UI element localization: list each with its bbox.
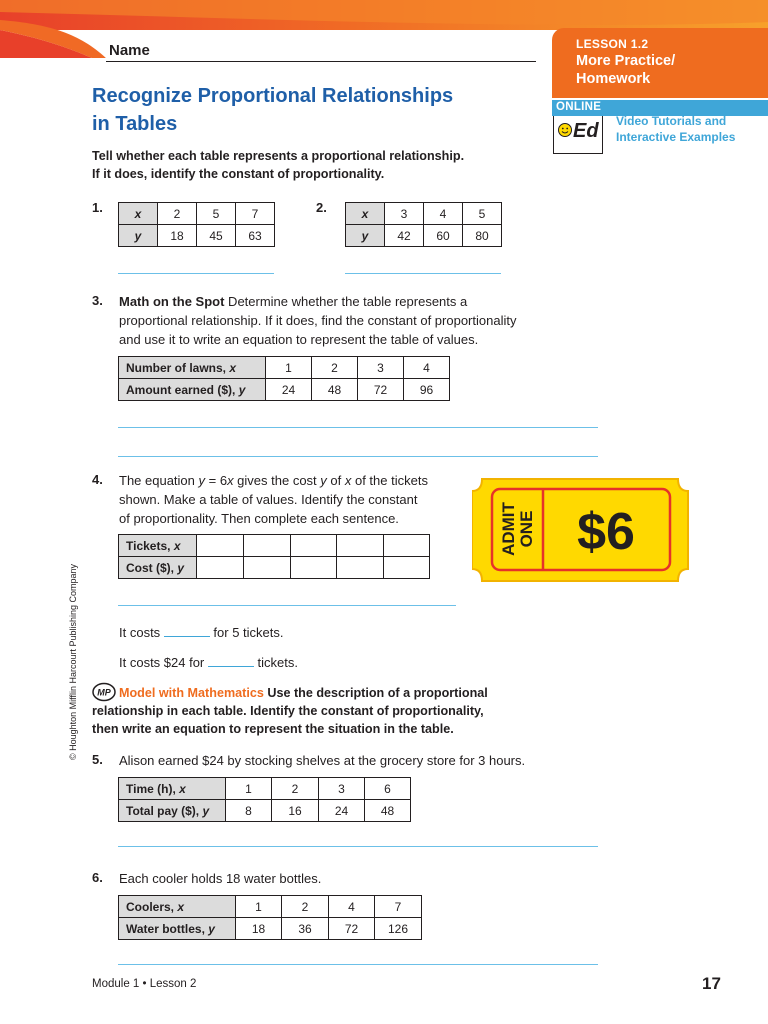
problem3-table: [118, 356, 450, 401]
row-label-var: x: [177, 899, 185, 914]
model-section-line1: [92, 684, 562, 702]
table-cell: 72: [329, 918, 375, 940]
page-title: [92, 82, 453, 138]
instructions-line2: If it does, identify the constant of proportionality.: [92, 167, 385, 181]
problem4-text-part: gives the cost: [233, 473, 321, 488]
fill-in-blank[interactable]: [208, 655, 254, 667]
row-label-text: Total pay ($),: [126, 803, 203, 818]
problem-number: 3.: [92, 293, 103, 308]
lesson-title: [576, 52, 675, 88]
row-label-text: Water bottles,: [126, 921, 209, 936]
footer-module-lesson: Module 1 • Lesson 2: [92, 978, 197, 990]
table-cell: 7: [375, 896, 422, 918]
table-cell: 6: [365, 778, 411, 800]
lesson-number: LESSON 1.2: [576, 37, 649, 51]
row-label-text: Amount earned ($),: [126, 382, 239, 397]
table-cell: 3: [319, 778, 365, 800]
online-resources-link[interactable]: [616, 113, 735, 145]
fill-in-blank[interactable]: [164, 625, 210, 637]
online-label: ONLINE: [556, 101, 602, 113]
row-label: y: [119, 225, 158, 247]
row-label-text: Coolers,: [126, 899, 178, 914]
table-cell: 126: [375, 918, 422, 940]
problem3-line2: proportional relationship. If it does, find the constant of proportionality: [119, 313, 517, 328]
table-cell: 5: [463, 203, 502, 225]
row-label: [119, 778, 226, 800]
ticket-one-text: ONE: [517, 510, 536, 548]
problem4-line3: of proportionality. Then complete each sentence.: [119, 511, 399, 526]
table-cell-empty[interactable]: [244, 535, 291, 557]
answer-line[interactable]: [118, 273, 274, 274]
page-title-line2: in Tables: [92, 113, 178, 135]
row-label: [119, 557, 197, 579]
answer-line[interactable]: [118, 427, 598, 428]
table-cell: 4: [404, 357, 450, 379]
problem5-table: [118, 777, 411, 822]
answer-line[interactable]: [118, 964, 598, 965]
answer-line[interactable]: [118, 605, 456, 606]
model-with-mathematics-heading: Model with Mathematics: [119, 686, 264, 700]
problem1-table: [118, 202, 275, 247]
table-cell: 3: [358, 357, 404, 379]
table-cell: 1: [266, 357, 312, 379]
table-cell: 4: [424, 203, 463, 225]
table-cell: 5: [197, 203, 236, 225]
row-label-text: Tickets,: [126, 538, 174, 553]
copyright-notice: © Houghton Mifflin Harcourt Publishing Company: [68, 563, 78, 760]
table-cell-empty[interactable]: [337, 557, 384, 579]
row-label: [119, 535, 197, 557]
problem6-text: Each cooler holds 18 water bottles.: [119, 871, 322, 886]
row-label-var: y: [177, 560, 185, 575]
instructions-line1: Tell whether each table represents a proportional relationship.: [92, 149, 465, 163]
table-cell: 60: [424, 225, 463, 247]
row-label-var: x: [173, 538, 181, 553]
table-cell: 36: [282, 918, 329, 940]
instructions: [92, 147, 464, 183]
problem4-sentence2: [119, 653, 298, 672]
smiley-icon: [557, 122, 573, 138]
table-cell: 2: [158, 203, 197, 225]
problem-number: 2.: [316, 200, 327, 215]
row-label-text: Number of lawns,: [126, 360, 230, 375]
problem-number: 5.: [92, 752, 103, 767]
mp-badge-text: MP: [97, 687, 111, 698]
table-row: [119, 896, 422, 918]
table-cell-empty[interactable]: [244, 557, 291, 579]
row-label: [119, 800, 226, 822]
row-label-var: y: [202, 803, 210, 818]
problem4-var: x: [227, 473, 234, 488]
table-cell: 2: [312, 357, 358, 379]
table-cell: 8: [226, 800, 272, 822]
page-title-line1: Recognize Proportional Relationships: [92, 85, 454, 107]
table-cell-empty[interactable]: [197, 535, 244, 557]
row-label-var: x: [229, 360, 237, 375]
table-cell: 2: [272, 778, 319, 800]
table-cell: 80: [463, 225, 502, 247]
table-cell: 7: [236, 203, 275, 225]
problem3-text-part: Determine whether the table represents a: [224, 294, 468, 309]
lesson-title-line2: Homework: [576, 71, 651, 87]
table-cell: 3: [385, 203, 424, 225]
problem4-text: [119, 471, 459, 528]
row-label: x: [119, 203, 158, 225]
problem4-table: [118, 534, 430, 579]
problem5-text: Alison earned $24 by stocking shelves at the grocery store for 3 hours.: [119, 753, 526, 768]
problem-number: 6.: [92, 870, 103, 885]
table-cell: 48: [312, 379, 358, 401]
table-cell: 42: [385, 225, 424, 247]
model-section-line3: then write an equation to represent the situation in the table.: [92, 722, 454, 736]
row-label: y: [346, 225, 385, 247]
answer-line[interactable]: [345, 273, 501, 274]
problem4-var: x: [344, 473, 352, 488]
problem4-var: y: [198, 473, 206, 488]
table-row: [346, 203, 502, 225]
problem4-line2: shown. Make a table of values. Identify the constant: [119, 492, 418, 507]
row-label-text: Time (h),: [126, 781, 180, 796]
name-input-line[interactable]: [106, 61, 536, 62]
table-row: [119, 557, 430, 579]
problem4-var: y: [320, 473, 327, 488]
ed-logo-text: Ed: [573, 120, 599, 142]
model-section-text-part: Use the description of a proportional: [263, 686, 488, 700]
problem4-sentence1: [119, 623, 284, 642]
table-row: [346, 225, 502, 247]
table-cell: 1: [226, 778, 272, 800]
problem-number: 1.: [92, 200, 103, 215]
table-cell: 24: [319, 800, 365, 822]
admit-one-ticket: [472, 473, 692, 588]
sentence-text: It costs: [119, 625, 164, 640]
problem4-text-part: of the tickets: [351, 473, 428, 488]
ticket-price: $6: [577, 503, 635, 561]
ticket-admit-text: ADMIT: [499, 502, 518, 556]
table-row: [119, 203, 275, 225]
sentence-text: It costs $24 for: [119, 655, 208, 670]
table-row: [119, 379, 450, 401]
row-label-var: y: [238, 382, 246, 397]
table-cell: 72: [358, 379, 404, 401]
lesson-title-line1: More Practice/: [576, 53, 676, 69]
page-number: 17: [702, 974, 721, 993]
table-row: [119, 778, 411, 800]
table-cell: 2: [282, 896, 329, 918]
table-cell: 4: [329, 896, 375, 918]
problem3-line1: [119, 292, 599, 311]
problem-number: 4.: [92, 472, 103, 487]
sentence-text: for 5 tickets.: [209, 625, 284, 640]
table-cell-empty[interactable]: [291, 535, 337, 557]
table-cell-empty[interactable]: [384, 557, 430, 579]
problem4-text-part: The equation: [119, 473, 199, 488]
table-cell: 48: [365, 800, 411, 822]
problem3-text: [119, 292, 599, 349]
table-cell: 1: [236, 896, 282, 918]
row-label: [119, 896, 236, 918]
sentence-text: tickets.: [253, 655, 298, 670]
problem4-text-part: of: [326, 473, 345, 488]
answer-line[interactable]: [118, 846, 598, 847]
problem4-text-part: = 6: [205, 473, 228, 488]
online-link-line1: Video Tutorials and: [616, 114, 727, 128]
row-label-text: Cost ($),: [126, 560, 178, 575]
name-label: Name: [109, 42, 150, 59]
table-cell-empty[interactable]: [384, 535, 430, 557]
row-label-var: y: [208, 921, 215, 936]
model-section-text: [92, 684, 562, 738]
online-link-line2: Interactive Examples: [616, 130, 736, 144]
table-row: [119, 357, 450, 379]
table-row: [119, 535, 430, 557]
row-label-var: x: [179, 781, 186, 796]
table-cell-empty[interactable]: [197, 557, 244, 579]
row-label: [119, 379, 266, 401]
math-on-the-spot-label[interactable]: Math on the Spot: [119, 294, 225, 309]
table-cell-empty[interactable]: [337, 535, 384, 557]
problem4-line1: [119, 471, 459, 490]
table-cell: 18: [158, 225, 197, 247]
table-row: [119, 800, 411, 822]
table-cell-empty[interactable]: [291, 557, 337, 579]
row-label: x: [346, 203, 385, 225]
problem6-table: [118, 895, 422, 940]
table-cell: 63: [236, 225, 275, 247]
table-row: [119, 918, 422, 940]
row-label: [119, 918, 236, 940]
answer-line[interactable]: [118, 456, 598, 457]
model-section-line2: relationship in each table. Identify the constant of proportionality,: [92, 704, 484, 718]
table-cell: 24: [266, 379, 312, 401]
problem3-line3: and use it to write an equation to represent the table of values.: [119, 332, 479, 347]
problem2-table: [345, 202, 502, 247]
table-cell: 16: [272, 800, 319, 822]
row-label: [119, 357, 266, 379]
table-row: [119, 225, 275, 247]
table-cell: 45: [197, 225, 236, 247]
table-cell: 18: [236, 918, 282, 940]
table-cell: 96: [404, 379, 450, 401]
